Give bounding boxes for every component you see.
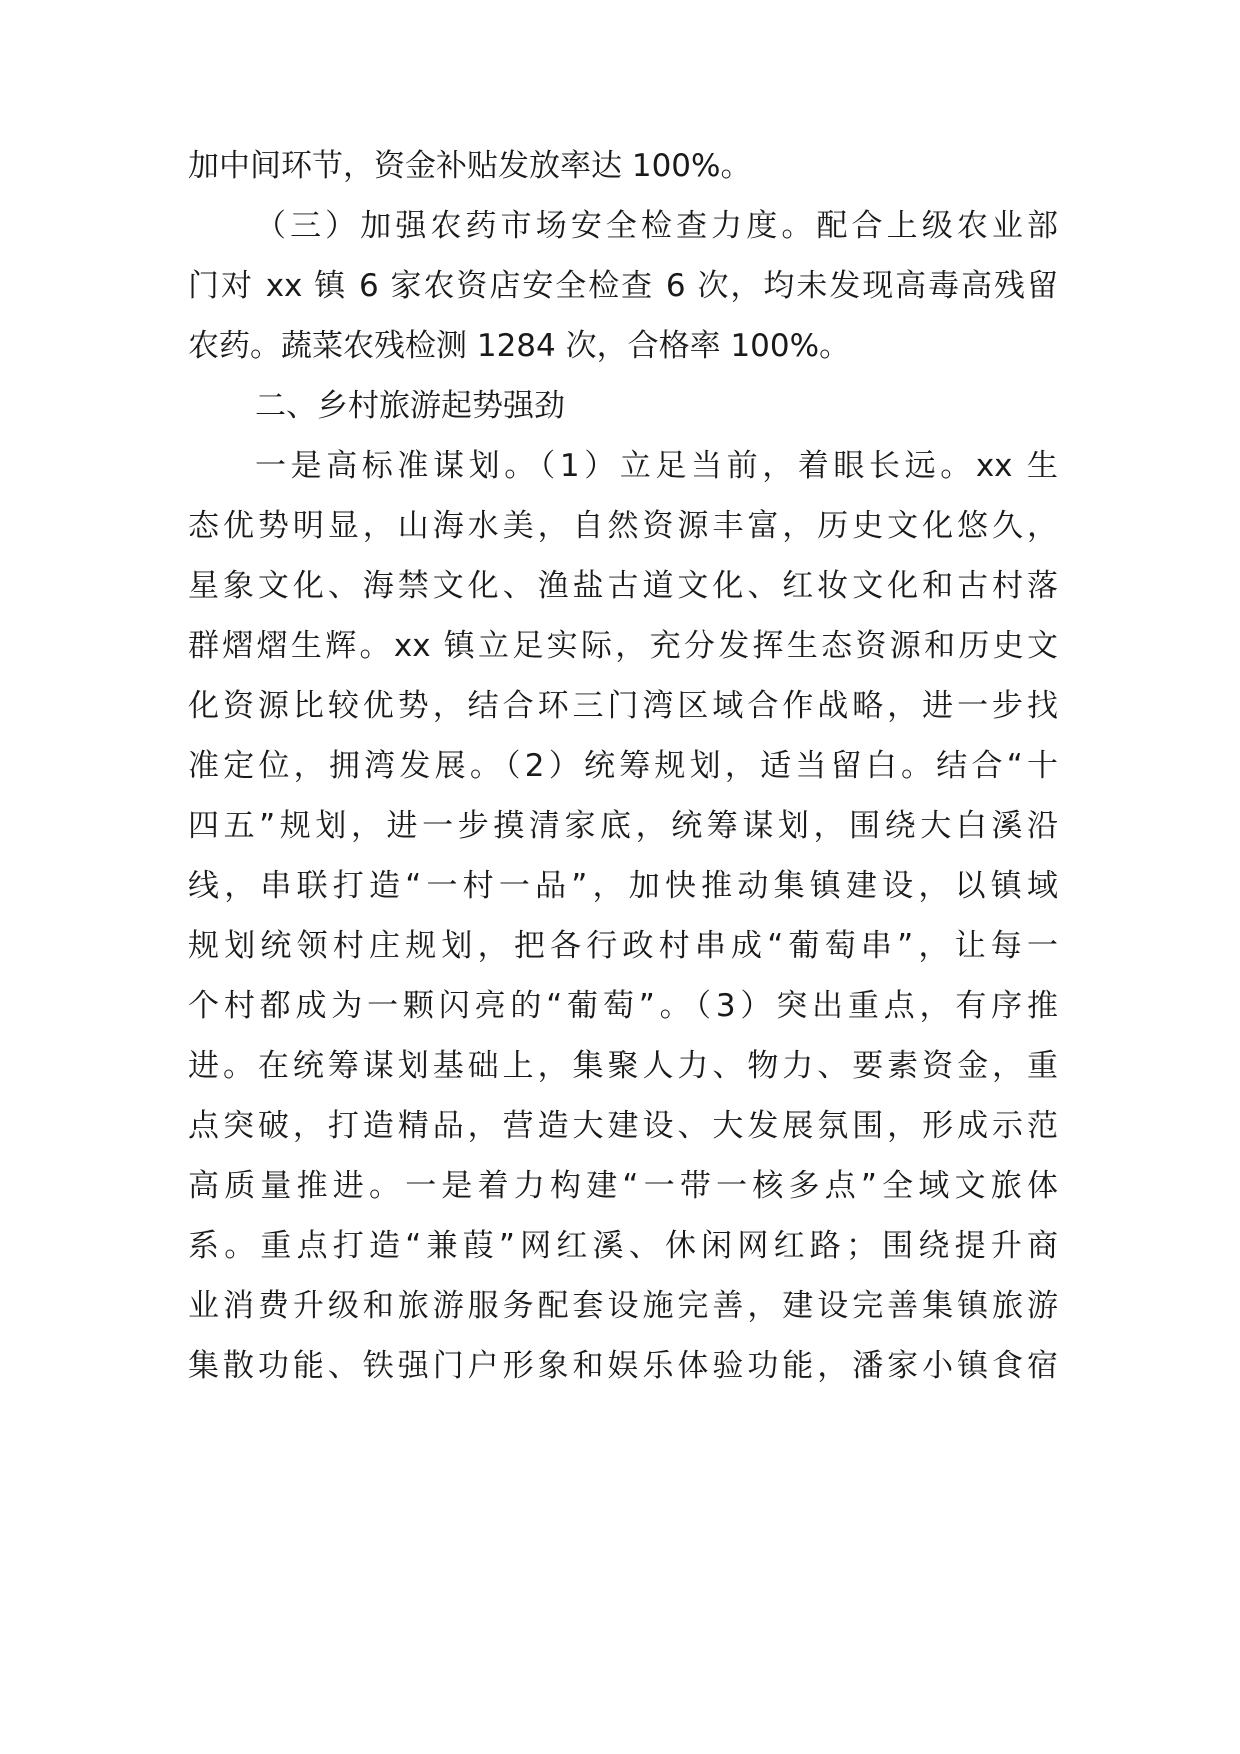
section-heading: 二、乡村旅游起势强劲 [255,388,565,424]
text-line: 系。重点打造“兼葭”网红溪、休闲网红路；围绕提升商 [188,1228,1058,1264]
text-line: 星象文化、海禁文化、渔盐古道文化、红妆文化和古村落 [188,568,1058,604]
text-line: 加中间环节，资金补贴发放率达 100%。 [188,148,752,184]
text-line: 个村都成为一颗闪亮的“葡萄”。（3）突出重点，有序推 [188,988,1058,1024]
text-line: 点突破，打造精品，营造大建设、大发展氛围，形成示范 [188,1108,1058,1144]
text-line: 集散功能、铁强门户形象和娱乐体验功能，潘家小镇食宿 [188,1348,1058,1384]
text-line: 准定位，拥湾发展。（2）统筹规划，适当留白。结合“十 [188,748,1058,784]
text-line: 门对 xx 镇 6 家农资店安全检查 6 次，均未发现高毒高残留 [188,268,1058,304]
text-line: 农药。蔬菜农残检测 1284 次，合格率 100%。 [188,328,851,364]
text-line: 线，串联打造“一村一品”，加快推动集镇建设，以镇域 [188,868,1058,904]
paragraph-first-line: 一是高标准谋划。（1）立足当前，着眼长远。xx 生 [255,448,1058,484]
section-heading-line: （三）加强农药市场安全检查力度。配合上级农业部 [255,208,1058,244]
text-line: 进。在统筹谋划基础上，集聚人力、物力、要素资金，重 [188,1048,1058,1084]
text-line: 规划统领村庄规划，把各行政村串成“葡萄串”，让每一 [188,928,1058,964]
text-line: 业消费升级和旅游服务配套设施完善，建设完善集镇旅游 [188,1288,1058,1324]
text-line: 四五”规划，进一步摸清家底，统筹谋划，围绕大白溪沿 [188,808,1058,844]
text-line: 态优势明显，山海水美，自然资源丰富，历史文化悠久， [188,508,1058,544]
text-line: 化资源比较优势，结合环三门湾区域合作战略，进一步找 [188,688,1058,724]
text-line: 群熠熠生辉。xx 镇立足实际，充分发挥生态资源和历史文 [188,628,1058,664]
text-line: 高质量推进。一是着力构建“一带一核多点”全域文旅体 [188,1168,1058,1204]
